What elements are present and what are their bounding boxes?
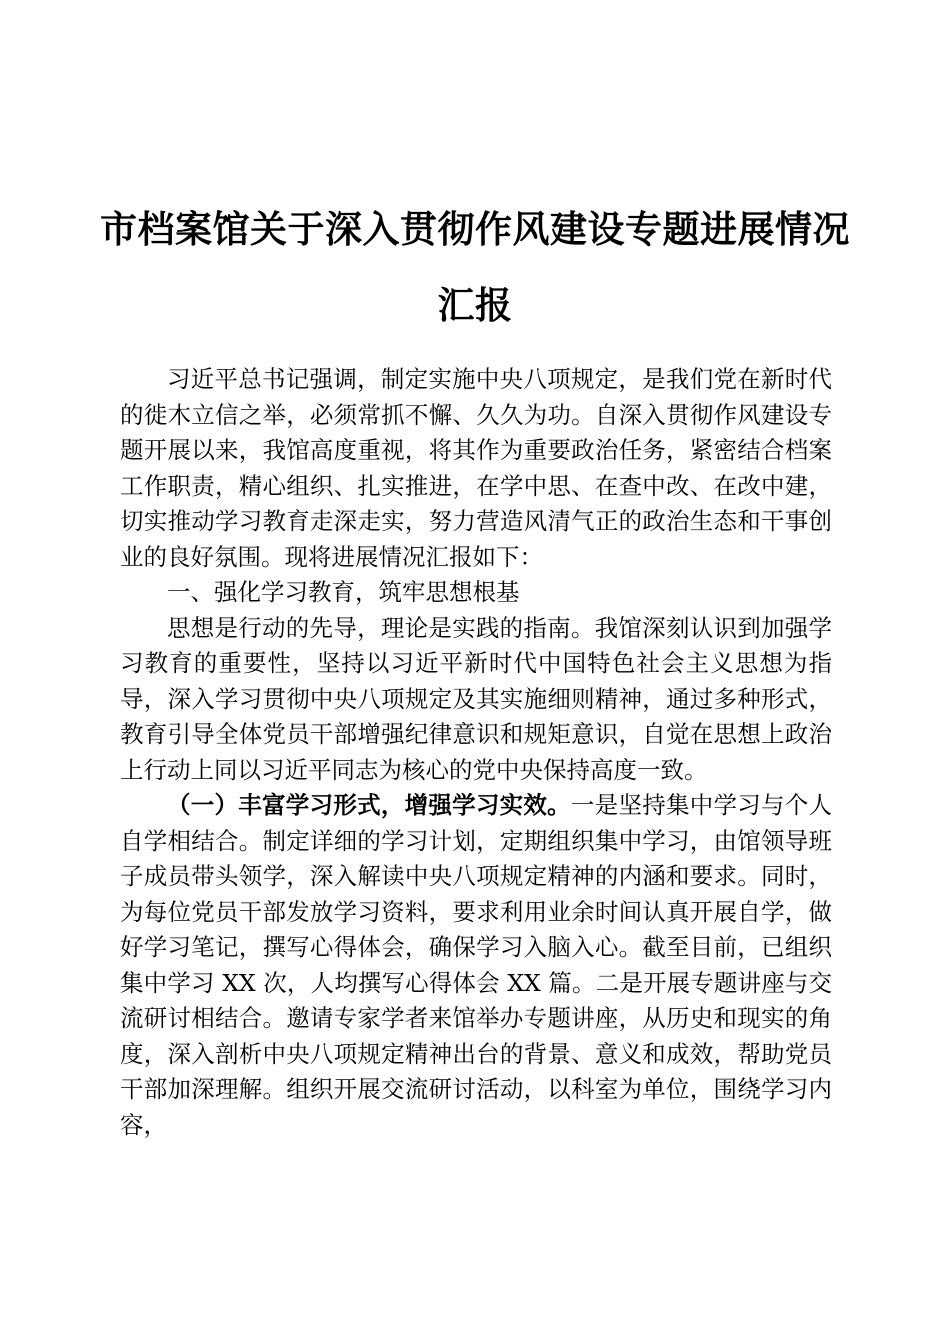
- title-line-1: 市档案馆关于深入贯彻作风建设专题进展情况: [100, 206, 850, 251]
- intro-paragraph: 习近平总书记强调，制定实施中央八项规定，是我们党在新时代的徙木立信之举，必须常抓不懈、久久为功。自深入贯彻作风建设专题开展以来，我馆高度重视，将其作为重要政治任务，紧密结合档案工作职责，精心组织、扎实推进，在学中思、在查中改、在改中建，切实推动学习教育走深走实，努力营造风清气正的政治生态和干事创业的良好氛围。现将进展情况汇报如下：: [120, 365, 832, 571]
- title-line-2: 汇报: [437, 282, 513, 327]
- section-1-paragraph: 思想是行动的先导，理论是实践的指南。我馆深刻认识到加强学习教育的重要性，坚持以习近平新时代中国特色社会主义思想为指导，深入学习贯彻中央八项规定及其实施细则精神，通过多种形式，教育引导全体党员干部增强纪律意识和规矩意识，自觉在思想上政治上行动上同以习近平同志为核心的党中央保持高度一致。: [120, 613, 832, 784]
- subsection-1-body: 一是坚持集中学习与个人自学相结合。制定详细的学习计划，定期组织集中学习，由馆领导班子成员带头领学，深入解读中央八项规定精神的内涵和要求。同时，为每位党员干部发放学习资料，要求利用业余时间认真开展自学，做好学习笔记，撰写心得体会，确保学习入脑入心。截至目前，已组织集中学习 XX 次，人均撰写心得体会 XX 篇。二是开展专题讲座与交流研讨相结合。邀请专家学者来馆举办专题讲座，从历史和现实的角度，深入剖析中央八项规定精神出台的背景、意义和成效，帮助党员干部加深理解。组织开展交流研讨活动，以科室为单位，围绕学习内容，: [120, 791, 833, 1139]
- document-title: [100, 191, 850, 343]
- subsection-1-paragraph: [120, 788, 832, 1143]
- document-body: [120, 362, 832, 1143]
- section-1-heading: 一、强化学习教育，筑牢思想根基: [167, 578, 520, 606]
- subsection-1-lead: （一）丰富学习形式，增强学习实效。: [167, 791, 571, 819]
